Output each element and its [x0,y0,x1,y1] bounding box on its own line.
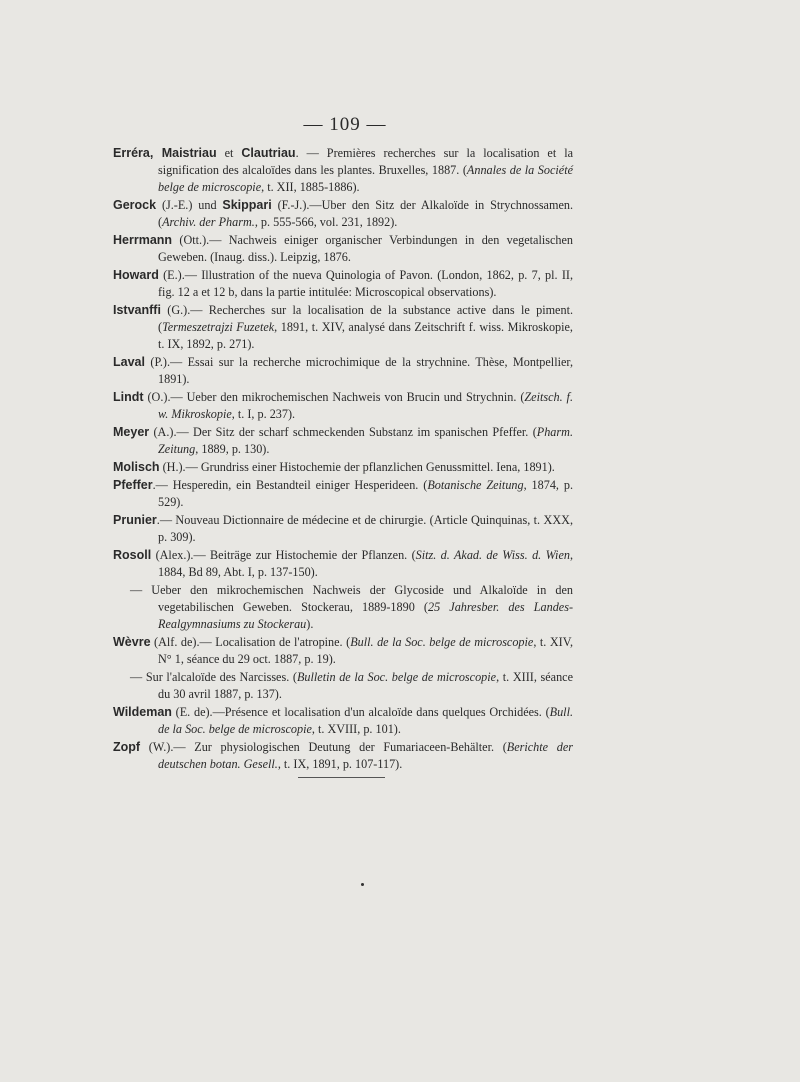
entry-author: Gerock [113,198,157,212]
entry-text: , t. I, p. 237). [231,407,296,421]
entry-text: , t. XII, 1885-1886). [261,180,360,194]
bibliography-entry [113,197,573,231]
entry-text: (O.).— Ueber den mikrochemischen Nachweis von Brucin und Strychnin. ( [143,390,525,404]
entry-author: Skippari [222,198,272,212]
entry-text: (H.).— Grundriss einer Histochemie der pflanzlichen Genussmittel. Iena, 1891). [159,460,555,474]
page-number: — 109 — [303,114,387,135]
entry-author: Clautriau [241,146,296,160]
entry-text: , 1889, p. 130). [195,442,270,456]
entry-source: 25 Jahresber. des Landes-Realgymnasiums zu Stockerau [158,600,574,631]
entry-source: Annales de la Société belge de microscopie [158,163,573,194]
entry-text: .— Nouveau Dictionnaire de médecine et de chirurgie. (Article Quinquinas, t. XXX, p. 309). [156,513,573,544]
entry-text: (G.).— Recherches sur la localisation de la substance active dans le piment. ( [158,303,573,334]
entry-source: Bull. de la Soc. belge de microscopie [350,635,534,649]
bibliography-entry [113,145,573,196]
entry-source: Bulletin de la Soc. belge de microscopie [296,670,497,684]
entry-author: Prunier [113,513,157,527]
bibliography-entry [113,459,573,476]
entry-text: . — Premières recherches sur la localisation et la signification des alcaloïdes dans les plantes. Bruxelles, 1887. ( [158,146,574,177]
entry-text: , p. 555-566, vol. 231, 1892). [254,215,398,229]
entry-text: — Sur l'alcaloïde des Narcisses. ( [130,670,297,684]
entry-source: Zeitsch. f. w. Mikroskopie [158,390,573,421]
bibliography-entry [113,477,573,511]
bibliography-entry [113,582,573,633]
entry-text: , t. XIII, séance du 30 avril 1887, p. 137). [158,670,573,701]
entry-author: Howard [113,268,159,282]
entry-text: (A.).— Der Sitz der scharf schmeckenden Substanz im spanischen Pfeffer. ( [149,425,537,439]
bibliography-entry [113,354,573,388]
entry-text: .— Hesperedin, ein Bestandteil einiger Hesperideen. ( [152,478,428,492]
entry-author: Erréra, Maistriau [113,146,217,160]
entry-author: Herrmann [113,233,173,247]
entry-source: Pharm. Zeitung [158,425,573,456]
entry-author: Zopf [113,740,141,754]
entry-text: ). [306,617,314,631]
entry-source: Archiv. der Pharm. [162,215,255,229]
bibliography-entry [113,704,573,738]
entry-text: (F.-J.).—Uber den Sitz der Alkaloïde in Strychnossamen. ( [158,198,573,229]
entry-author: Molisch [113,460,160,474]
entry-text: (P.).— Essai sur la recherche microchimique de la strychnine. Thèse, Montpellier, 1891). [144,355,573,386]
entry-author: Lindt [113,390,144,404]
entry-author: Wèvre [113,635,151,649]
entry-text: et [216,146,242,160]
bibliography-entry [113,512,573,546]
entry-text: (Alex.).— Beiträge zur Histochemie der Pflanzen. ( [151,548,416,562]
bibliography-entry [113,547,573,581]
end-rule [298,777,385,778]
entry-text: (Alf. de).— Localisation de l'atropine. ( [150,635,351,649]
entry-text: , t. XVIII, p. 101). [311,722,401,736]
entry-source: Botanische Zeitung [427,478,524,492]
entry-text: , t. XIV, N° 1, séance du 29 oct. 1887, p. 19). [158,635,573,666]
entry-text: (J.-E.) und [156,198,223,212]
entry-author: Laval [113,355,145,369]
entry-author: Istvanffi [113,303,161,317]
entry-text: (Ott.).— Nachweis einiger organischer Verbindungen in den vegetalischen Geweben. (Inaug. diss.). Leipzig, 1876. [158,233,573,264]
entry-text: — Ueber den mikrochemischen Nachweis der Glycoside und Alkaloïde in den vegetabilischen Geweben. Stockerau, 1889-1890 ( [130,583,573,614]
entry-source: Bull. de la Soc. belge de microscopie [158,705,573,736]
bibliography-entry [113,424,573,458]
entry-author: Wildeman [113,705,172,719]
bibliography-entry [113,739,573,773]
entry-text: , t. IX, 1891, p. 107-117). [277,757,403,771]
ink-dot [361,883,364,886]
bibliography-entry [113,302,573,353]
entry-author: Rosoll [113,548,152,562]
entry-text: , 1891, t. XIV, analysé dans Zeitschrift f. wiss. Mikroskopie, t. IX, 1892, p. 271). [158,320,573,351]
entry-text: , 1884, Bd 89, Abt. I, p. 137-150). [158,548,573,579]
entry-text: (W.).— Zur physiologischen Deutung der Fumariaceen-Behälter. ( [140,740,507,754]
entry-author: Pfeffer [113,478,153,492]
entry-source: Termeszetrajzi Fuzetek [162,320,275,334]
bibliography-entry [113,267,573,301]
entry-author: Meyer [113,425,150,439]
bibliography-list [113,145,573,774]
entry-text: , 1874, p. 529). [158,478,574,509]
entry-text: (E. de).—Présence et localisation d'un alcaloïde dans quelques Orchidées. ( [171,705,550,719]
bibliography-entry [113,389,573,423]
bibliography-entry [113,669,573,703]
bibliography-entry [113,634,573,668]
bibliography-entry [113,232,573,266]
entry-source: Sitz. d. Akad. de Wiss. d. Wien [415,548,570,562]
entry-text: (E.).— Illustration of the nueva Quinologia of Pavon. (London, 1862, p. 7, pl. II, fig. 12 a et 12 b, dans la partie intitulée: Microscopical observations). [158,268,573,299]
entry-source: Berichte der deutschen botan. Gesell. [158,740,574,771]
